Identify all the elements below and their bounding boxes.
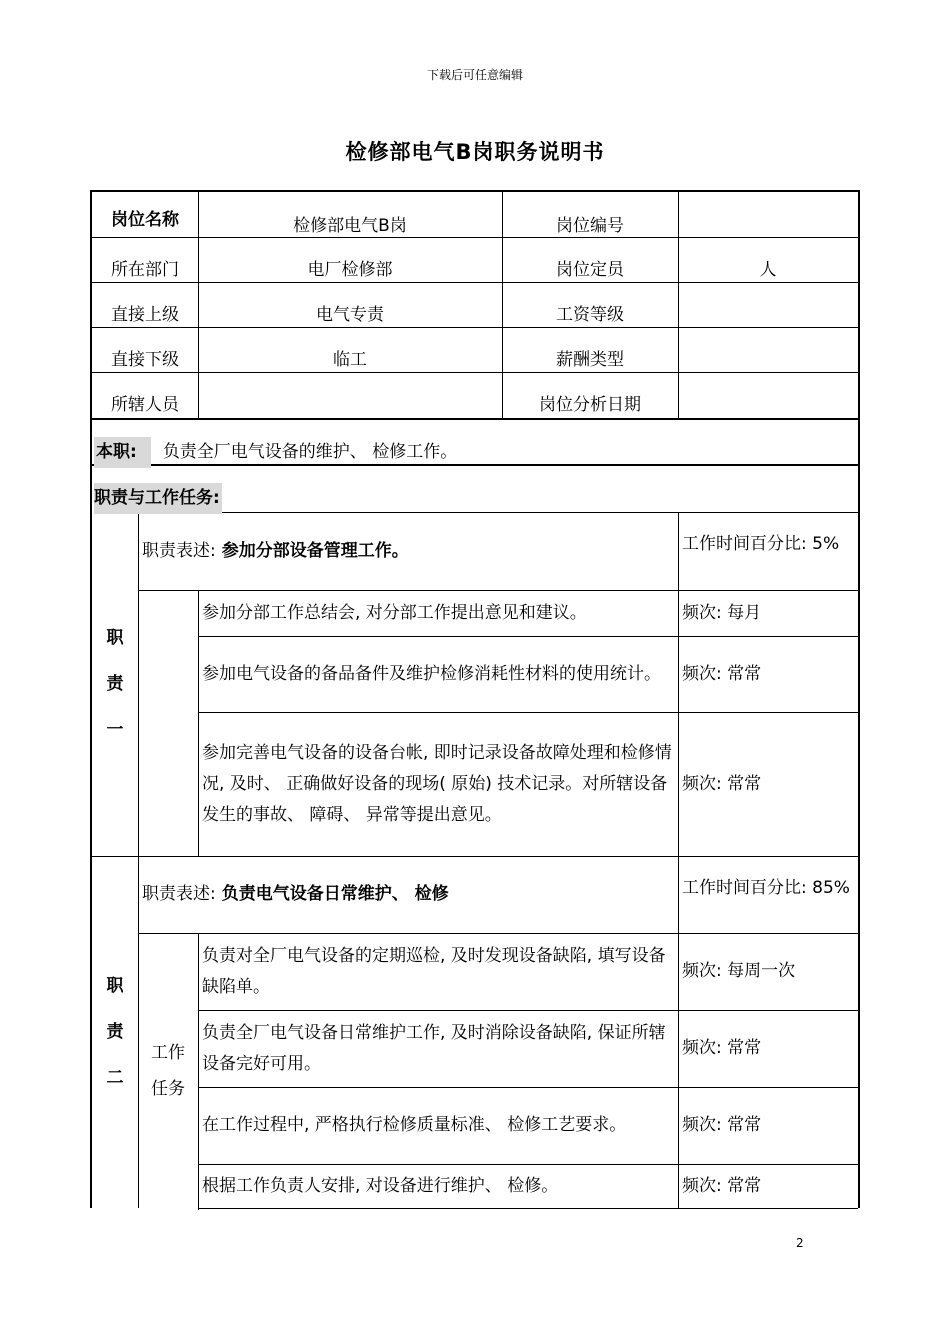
duty-one-side-char: 一 [106,720,124,740]
duty-one-time-share: 工作时间百分比: 5% [682,534,840,554]
duty-two-task-3-frequency: 频次: 常常 [682,1115,762,1135]
managed-staff-value [198,385,502,425]
duty-one-side-char: 责 [106,674,124,694]
col-divider [198,590,199,856]
duty-summary-row [94,436,854,468]
headcount-value: 人 [759,259,777,280]
duty-two-description [142,856,676,933]
duty-one-side-label [92,512,138,856]
position-name-label: 岗位名称 [111,209,179,230]
superior-value: 电气专责 [316,304,384,325]
subordinate-value: 临工 [333,349,367,370]
duty-two-desc-text: 负责电气设备日常维护、 检修 [221,884,449,904]
duty-one-task-3-frequency: 频次: 常常 [682,773,762,794]
position-code-label: 岗位编号 [556,215,624,236]
duty-two-task-4: 根据工作负责人安排, 对设备进行维护、 检修。 [202,1175,559,1196]
superior-label: 直接上级 [111,304,179,325]
pay-type-label: 薪酬类型 [556,349,624,370]
pay-type-value [678,340,858,380]
duty-two-task-label [138,933,198,1209]
header-note: 下载后可任意编辑 [426,68,523,82]
duty-two-time-share: 工作时间百分比: 85% [682,878,850,898]
analysis-date-label: 岗位分析日期 [539,394,641,415]
duty-two-task-1: 负责对全厂电气设备的定期巡检, 及时发现设备缺陷, 填写设备缺陷单。 [202,945,666,997]
duty-two-side-char: 二 [106,1068,124,1088]
row-divider [198,1208,858,1209]
department-label: 所在部门 [111,259,179,280]
duty-two-task-1-frequency: 频次: 每周一次 [682,961,796,981]
duty-two-side-char: 责 [106,1022,124,1042]
duty-two-task-label-line: 任务 [151,1079,185,1099]
duty-one-task-2-frequency: 频次: 常常 [682,663,762,684]
duty-two-task-2: 负责全厂电气设备日常维护工作, 及时消除设备缺陷, 保证所辖设备完好可用。 [202,1022,666,1074]
duty-two-task-3: 在工作过程中, 严格执行检修质量标准、 检修工艺要求。 [202,1115,627,1135]
duty-two-desc-prefix: 职责表述: [142,884,216,904]
duty-one-description [142,512,676,590]
salary-grade-value [678,295,858,335]
duty-one-desc-text: 参加分部设备管理工作。 [221,540,409,561]
document-title: 检修部电气B岗职务说明书 [345,140,605,164]
duty-two-task-2-frequency: 频次: 常常 [682,1038,762,1058]
position-name-value: 检修部电气B岗 [293,215,407,236]
duty-summary-text: 负责全厂电气设备的维护、 检修工作。 [162,441,458,462]
analysis-date-value [678,385,858,425]
job-description-table [90,190,860,1208]
duty-one-task-1: 参加分部工作总结会, 对分部工作提出意见和建议。 [202,602,587,623]
page-number: 2 [796,1236,804,1250]
duty-two-task-4-frequency: 频次: 常常 [682,1175,762,1196]
duty-one-side-char: 职 [106,628,124,648]
responsibilities-header-row [94,482,854,514]
col-divider [198,933,199,1210]
managed-staff-label: 所辖人员 [111,394,179,415]
subordinate-label: 直接下级 [111,349,179,370]
duty-two-side-char: 职 [106,976,124,996]
duty-one-desc-prefix: 职责表述: [142,540,216,561]
duty-summary-label: 本职: [94,437,151,468]
headcount-label: 岗位定员 [556,259,624,280]
department-value: 电厂检修部 [307,259,393,280]
position-code-value [678,206,858,246]
responsibilities-header: 职责与工作任务: [94,483,222,514]
duty-one-task-1-frequency: 频次: 每月 [682,602,762,623]
col-divider [678,512,679,1208]
duty-one-task-2: 参加电气设备的备品备件及维护检修消耗性材料的使用统计。 [202,663,661,684]
duty-two-task-label-line: 工作 [151,1043,185,1063]
salary-grade-label: 工资等级 [556,304,624,325]
duty-two-side-label [92,856,138,1208]
duty-one-task-3: 参加完善电气设备的设备台帐, 即时记录设备故障处理和检修情况, 及时、 正确做好设备的现场( 原始) 技术记录。对所辖设备发生的事故、 障碍、 异常等提出意见。 [202,742,672,825]
